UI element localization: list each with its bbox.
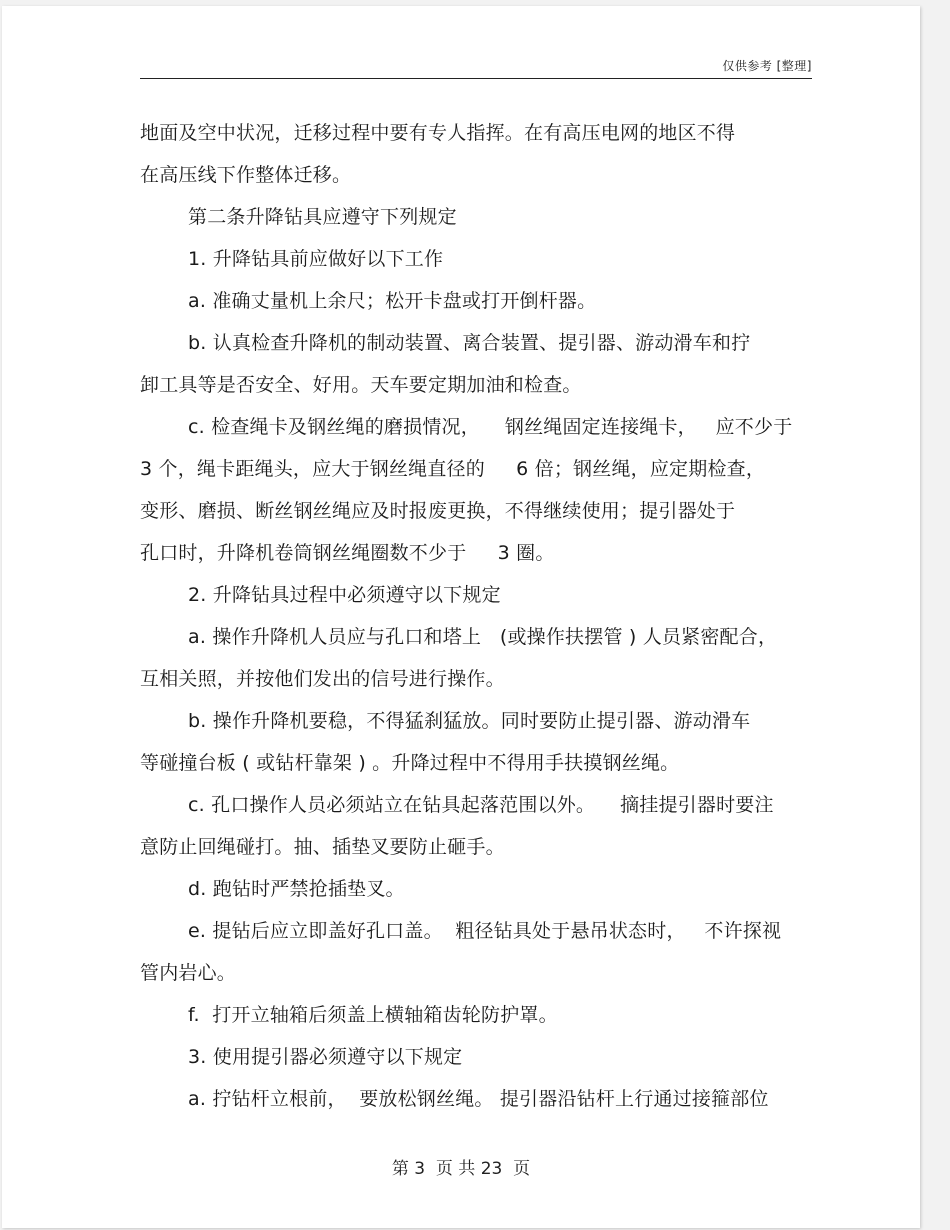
text-line: 等碰撞台板 ( 或钻杆靠架 ) 。升降过程中不得用手扶摸钢丝绳。 xyxy=(140,752,680,774)
text-line: 孔口时，升降机卷筒钢丝绳圈数不少于 3 圈。 xyxy=(140,542,555,564)
text-line: e. 提钻后应立即盖好孔口盖。 粗径钻具处于悬吊状态时， 不许探视 xyxy=(188,920,782,942)
text-line: 2. 升降钻具过程中必须遵守以下规定 xyxy=(188,584,501,606)
text-line: 3 个，绳卡距绳头，应大于钢丝绳直径的 6 倍；钢丝绳，应定期检查， xyxy=(140,458,766,480)
page-header xyxy=(140,6,812,79)
header-label: 仅供参考 [整理] xyxy=(722,59,812,73)
text-line: 地面及空中状况，迁移过程中要有专人指挥。在有高压电网的地区不得 xyxy=(140,122,736,144)
text-line: 3. 使用提引器必须遵守以下规定 xyxy=(188,1046,463,1068)
text-line: d. 跑钻时严禁抢插垫叉。 xyxy=(188,878,405,900)
text-line: 第二条升降钻具应遵守下列规定 xyxy=(188,206,457,228)
text-line: b. 认真检查升降机的制动装置、离合装置、提引器、游动滑车和拧 xyxy=(188,332,751,354)
text-line: a. 准确丈量机上余尺；松开卡盘或打开倒杆器。 xyxy=(188,290,597,312)
text-line: c. 孔口操作人员必须站立在钻具起落范围以外。 摘挂提引器时要注 xyxy=(188,794,774,816)
text-line: f. 打开立轴箱后须盖上横轴箱齿轮防护罩。 xyxy=(188,1004,558,1026)
text-line: c. 检查绳卡及钢丝绳的磨损情况， 钢丝绳固定连接绳卡， 应不少于 xyxy=(188,416,793,438)
text-line: 变形、磨损、断丝钢丝绳应及时报废更换，不得继续使用；提引器处于 xyxy=(140,500,736,522)
text-line: 1. 升降钻具前应做好以下工作 xyxy=(188,248,444,270)
text-line: 意防止回绳碰打。抽、插垫叉要防止砸手。 xyxy=(140,836,505,858)
text-line: a. 操作升降机人员应与孔口和塔上 (或操作扶摆管 ) 人员紧密配合， xyxy=(188,626,778,648)
page-footer: 第 3 页 共 23 页 xyxy=(391,1159,531,1179)
text-line: 在高压线下作整体迁移。 xyxy=(140,164,352,186)
body-text xyxy=(140,112,820,1120)
text-line: 管内岩心。 xyxy=(140,962,237,984)
text-line: a. 拧钻杆立根前， 要放松钢丝绳。 提引器沿钻杆上行通过接箍部位 xyxy=(188,1088,769,1110)
document-page xyxy=(2,6,920,1228)
text-line: b. 操作升降机要稳，不得猛刹猛放。同时要防止提引器、游动滑车 xyxy=(188,710,751,732)
text-line: 卸工具等是否安全、好用。天车要定期加油和检查。 xyxy=(140,374,582,396)
text-line: 互相关照，并按他们发出的信号进行操作。 xyxy=(140,668,505,690)
